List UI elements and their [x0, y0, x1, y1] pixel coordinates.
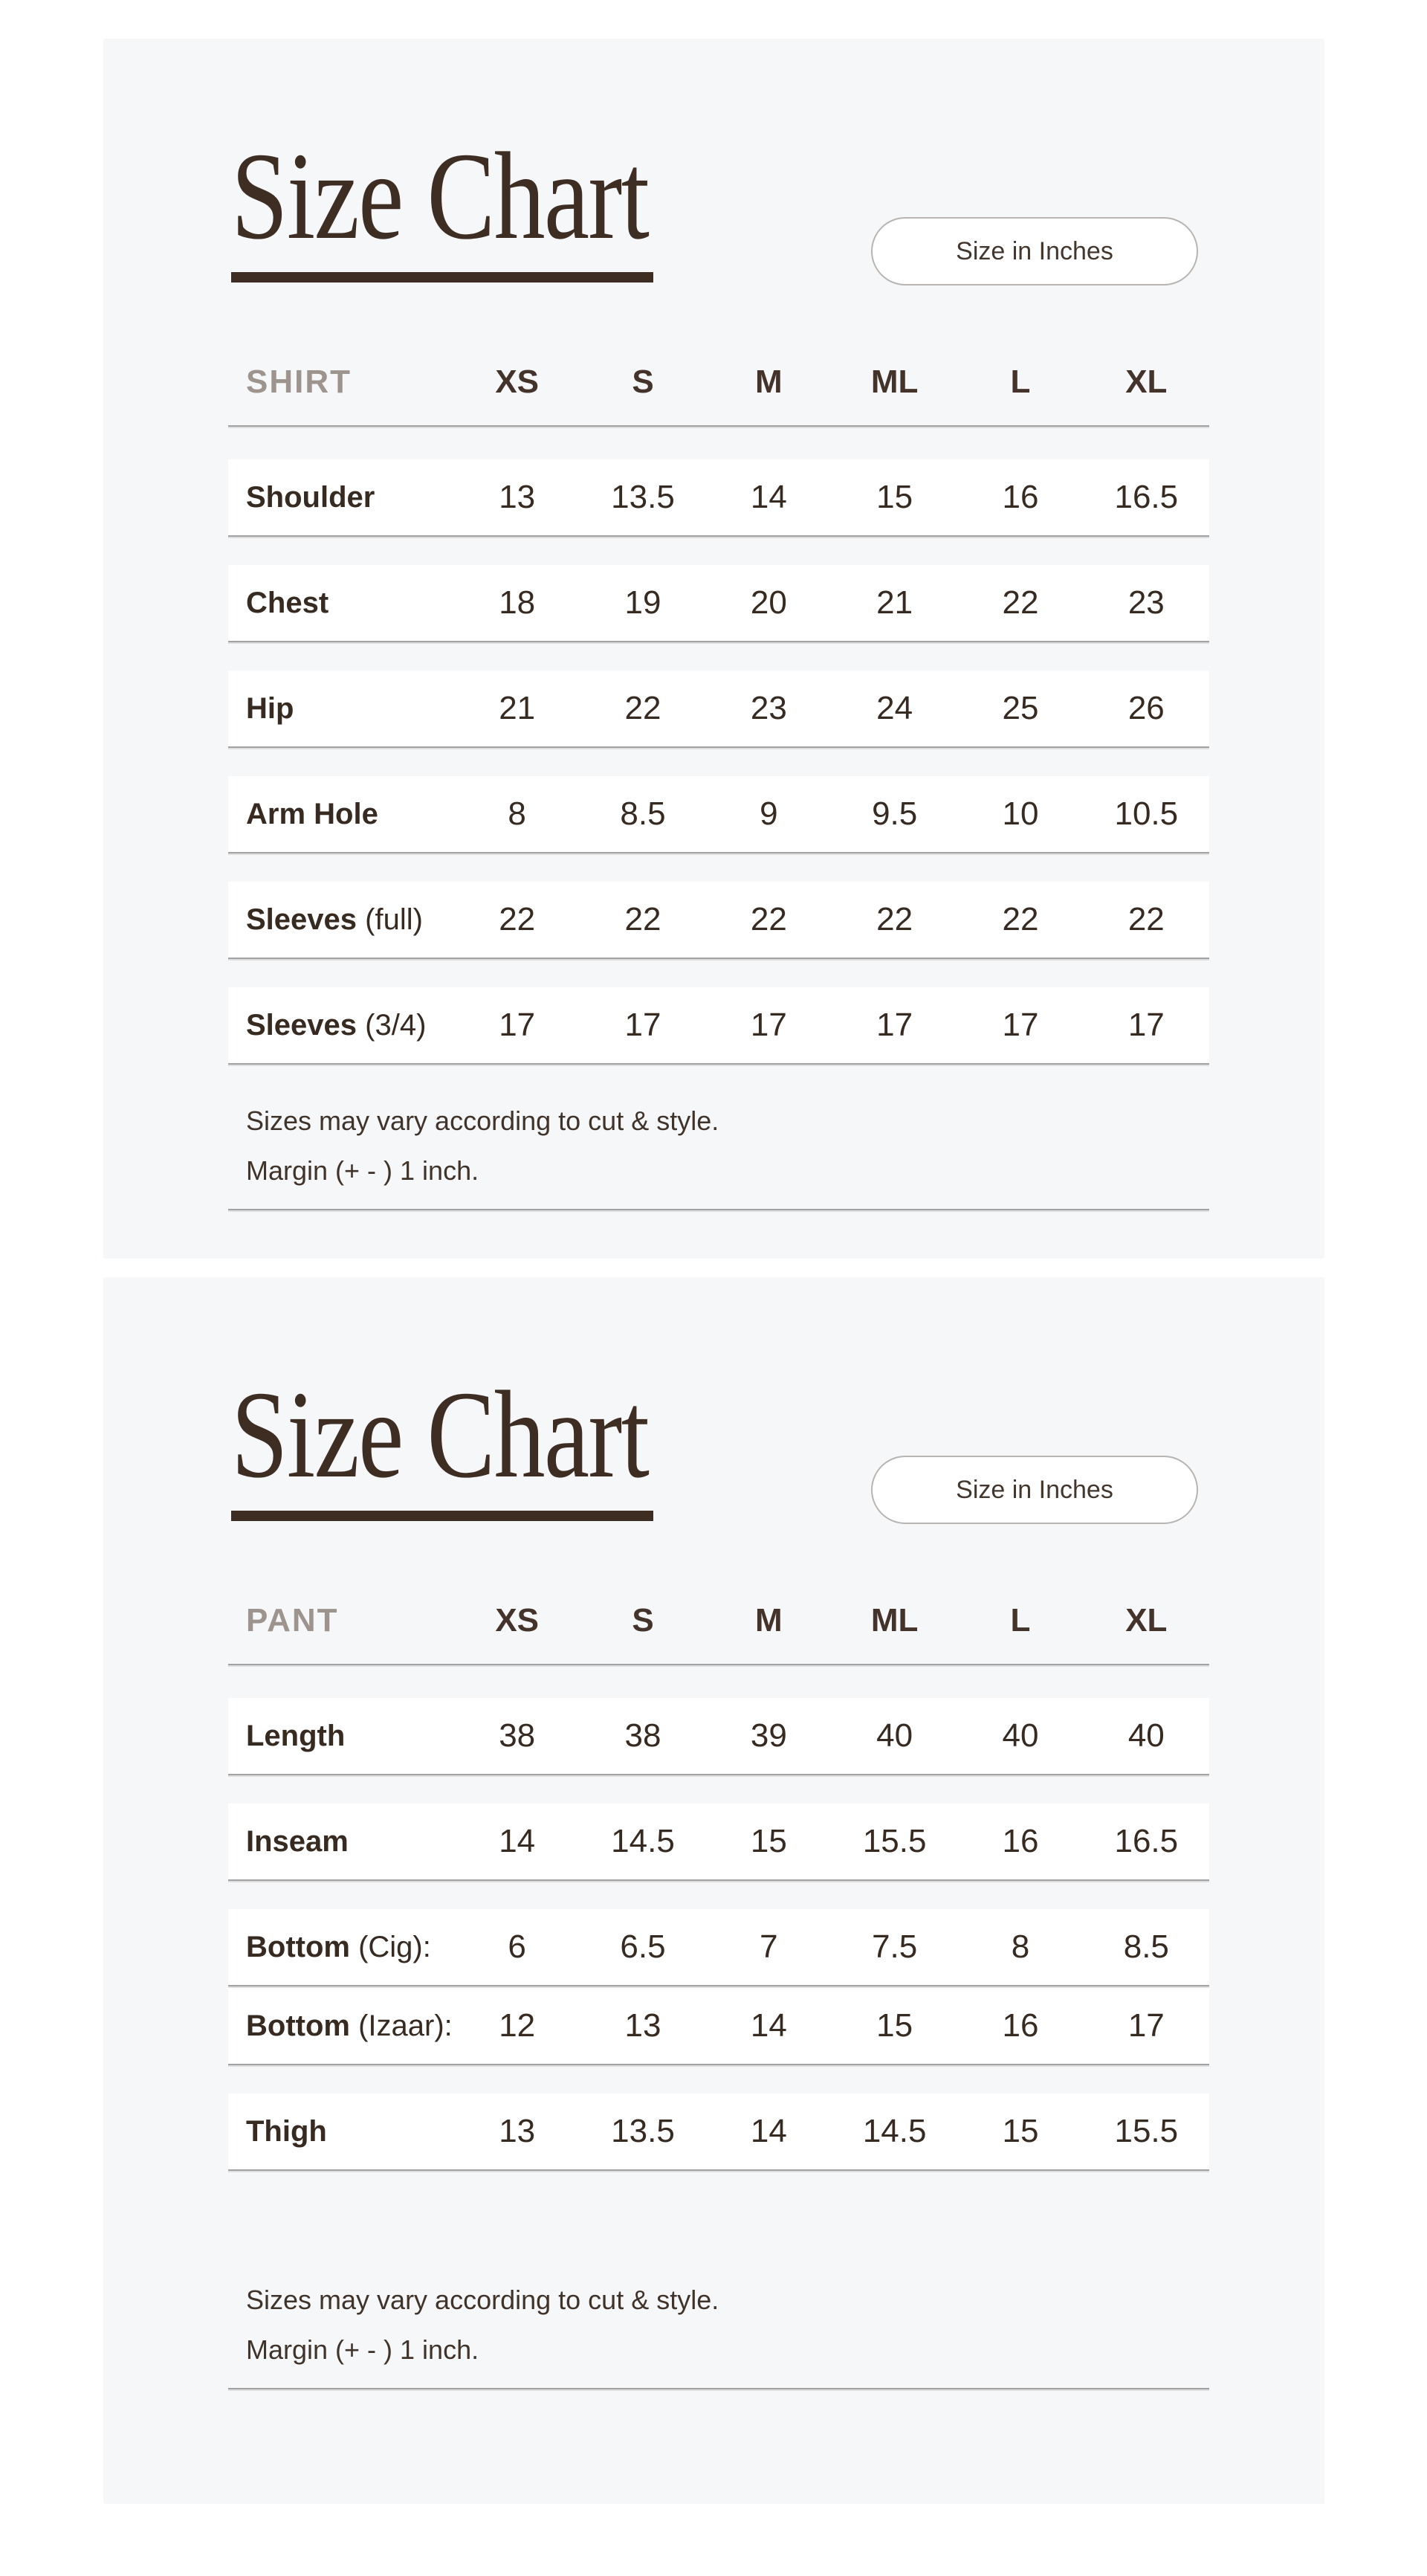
size-value-cell: 6.5	[620, 1928, 666, 1965]
size-value-cell: 38	[499, 1717, 536, 1754]
size-value-cell: 14	[499, 1823, 536, 1859]
column-header-size: ML	[870, 1602, 919, 1639]
table-header-row	[228, 339, 1209, 425]
table-row	[228, 565, 1209, 641]
size-value-cell: 8.5	[1123, 1928, 1169, 1965]
size-value-cell: 22	[1127, 901, 1165, 937]
size-value-cell: 23	[750, 690, 787, 726]
column-header-size: S	[632, 364, 654, 400]
size-unit-button[interactable]: Size in Inches	[871, 1456, 1198, 1524]
size-value-cell: 8.5	[620, 795, 666, 832]
size-value-cell: 16.5	[1114, 1823, 1179, 1859]
size-value-cell: 22	[1002, 901, 1039, 937]
notes-block	[228, 2281, 1209, 2391]
size-value-cell: 8	[1011, 1928, 1030, 1965]
size-value-cell: 14	[750, 2113, 787, 2149]
note-line: Margin (+ - ) 1 inch.	[246, 2334, 479, 2366]
size-value-cell: 22	[624, 901, 661, 937]
size-value-cell: 15.5	[1114, 2113, 1179, 2149]
size-value-cell: 10	[1002, 795, 1039, 832]
table-row	[228, 776, 1209, 852]
size-value-cell: 6	[508, 1928, 526, 1965]
size-value-cell: 7	[760, 1928, 778, 1965]
size-value-cell: 17	[1127, 1007, 1165, 1043]
size-value-cell: 26	[1127, 690, 1165, 726]
size-value-cell: 15	[750, 1823, 787, 1859]
size-chart-card-pant	[103, 1277, 1324, 2504]
size-value-cell: 22	[1002, 584, 1039, 621]
row-label: Sleeves (3/4)	[246, 1008, 427, 1042]
size-value-cell: 13	[499, 479, 536, 515]
title-underline	[231, 272, 653, 283]
size-value-cell: 15	[876, 479, 913, 515]
size-value-cell: 15.5	[862, 1823, 927, 1859]
row-label: Bottom (Izaar):	[246, 2009, 453, 2042]
column-header-size: XS	[495, 364, 540, 400]
size-value-cell: 40	[1127, 1717, 1165, 1754]
row-label: Chest	[246, 586, 329, 619]
size-value-cell: 17	[624, 1007, 661, 1043]
size-value-cell: 12	[499, 2007, 536, 2044]
row-label: Thigh	[246, 2114, 327, 2148]
note-line: Sizes may vary according to cut & style.	[246, 2285, 719, 2315]
size-value-cell: 20	[750, 584, 787, 621]
notes-block	[228, 1102, 1209, 1212]
size-value-cell: 40	[1002, 1717, 1039, 1754]
size-value-cell: 23	[1127, 584, 1165, 621]
notes-divider	[228, 1209, 1209, 1212]
size-table-shirt	[228, 339, 1209, 1063]
size-table-pant	[228, 1578, 1209, 2169]
size-value-cell: 14	[750, 2007, 787, 2044]
size-value-cell: 13.5	[611, 479, 675, 515]
size-value-cell: 22	[624, 690, 661, 726]
size-value-cell: 8	[508, 795, 526, 832]
row-label: Arm Hole	[246, 797, 378, 830]
size-value-cell: 17	[1002, 1007, 1039, 1043]
size-value-cell: 7.5	[872, 1928, 918, 1965]
row-label: Length	[246, 1719, 346, 1752]
table-header-row	[228, 1578, 1209, 1664]
size-value-cell: 17	[750, 1007, 787, 1043]
table-row	[228, 1988, 1209, 2064]
note-line: Sizes may vary according to cut & style.	[246, 1105, 719, 1136]
size-value-cell: 22	[876, 901, 913, 937]
column-header-size: L	[1010, 364, 1031, 400]
column-header-size: XL	[1125, 1602, 1168, 1639]
chart-header	[103, 1277, 1324, 1524]
note-line: Margin (+ - ) 1 inch.	[246, 1155, 479, 1187]
column-header-size: S	[632, 1602, 654, 1639]
section-label: PANT	[246, 1602, 339, 1639]
size-value-cell: 21	[876, 584, 913, 621]
column-header-size: ML	[870, 364, 919, 400]
size-value-cell: 17	[1127, 2007, 1165, 2044]
row-label: Sleeves (full)	[246, 903, 423, 936]
size-value-cell: 16	[1002, 479, 1039, 515]
size-value-cell: 18	[499, 584, 536, 621]
size-value-cell: 22	[750, 901, 787, 937]
row-label: Bottom (Cig):	[246, 1930, 431, 1963]
size-value-cell: 19	[624, 584, 661, 621]
row-label: Inseam	[246, 1824, 349, 1858]
row-label: Shoulder	[246, 480, 375, 514]
size-value-cell: 16.5	[1114, 479, 1179, 515]
size-value-cell: 14.5	[862, 2113, 927, 2149]
table-row	[228, 882, 1209, 958]
size-value-cell: 15	[1002, 2113, 1039, 2149]
title-wrap	[231, 1366, 740, 1521]
column-header-size: M	[754, 1602, 783, 1639]
size-value-cell: 9.5	[872, 795, 918, 832]
column-header-size: XL	[1125, 364, 1168, 400]
size-value-cell: 17	[876, 1007, 913, 1043]
table-row	[228, 459, 1209, 535]
page-title: Size Chart	[231, 127, 649, 265]
table-row	[228, 2094, 1209, 2169]
title-wrap	[231, 127, 740, 283]
size-value-cell: 25	[1002, 690, 1039, 726]
size-chart-card-shirt	[103, 39, 1324, 1259]
size-value-cell: 13	[499, 2113, 536, 2149]
table-row	[228, 671, 1209, 746]
column-header-size: M	[754, 364, 783, 400]
table-row	[228, 1909, 1209, 1985]
table-row	[228, 987, 1209, 1063]
size-value-cell: 22	[499, 901, 536, 937]
size-value-cell: 24	[876, 690, 913, 726]
size-unit-button[interactable]: Size in Inches	[871, 217, 1198, 285]
size-value-cell: 38	[624, 1717, 661, 1754]
size-value-cell: 10.5	[1114, 795, 1179, 832]
column-header-size: XS	[495, 1602, 540, 1639]
page-title: Size Chart	[231, 1366, 649, 1504]
size-value-cell: 16	[1002, 1823, 1039, 1859]
column-header-size: L	[1010, 1602, 1031, 1639]
size-value-cell: 13	[624, 2007, 661, 2044]
title-underline	[231, 1511, 653, 1521]
section-label: SHIRT	[246, 364, 352, 400]
row-label: Hip	[246, 691, 294, 725]
size-value-cell: 21	[499, 690, 536, 726]
table-row	[228, 1698, 1209, 1774]
chart-header	[103, 39, 1324, 285]
size-value-cell: 40	[876, 1717, 913, 1754]
notes-divider	[228, 2388, 1209, 2391]
table-row	[228, 1804, 1209, 1879]
size-value-cell: 16	[1002, 2007, 1039, 2044]
size-value-cell: 9	[760, 795, 778, 832]
size-value-cell: 17	[499, 1007, 536, 1043]
size-value-cell: 15	[876, 2007, 913, 2044]
size-value-cell: 14.5	[611, 1823, 675, 1859]
size-value-cell: 39	[750, 1717, 787, 1754]
size-value-cell: 13.5	[611, 2113, 675, 2149]
size-value-cell: 14	[750, 479, 787, 515]
